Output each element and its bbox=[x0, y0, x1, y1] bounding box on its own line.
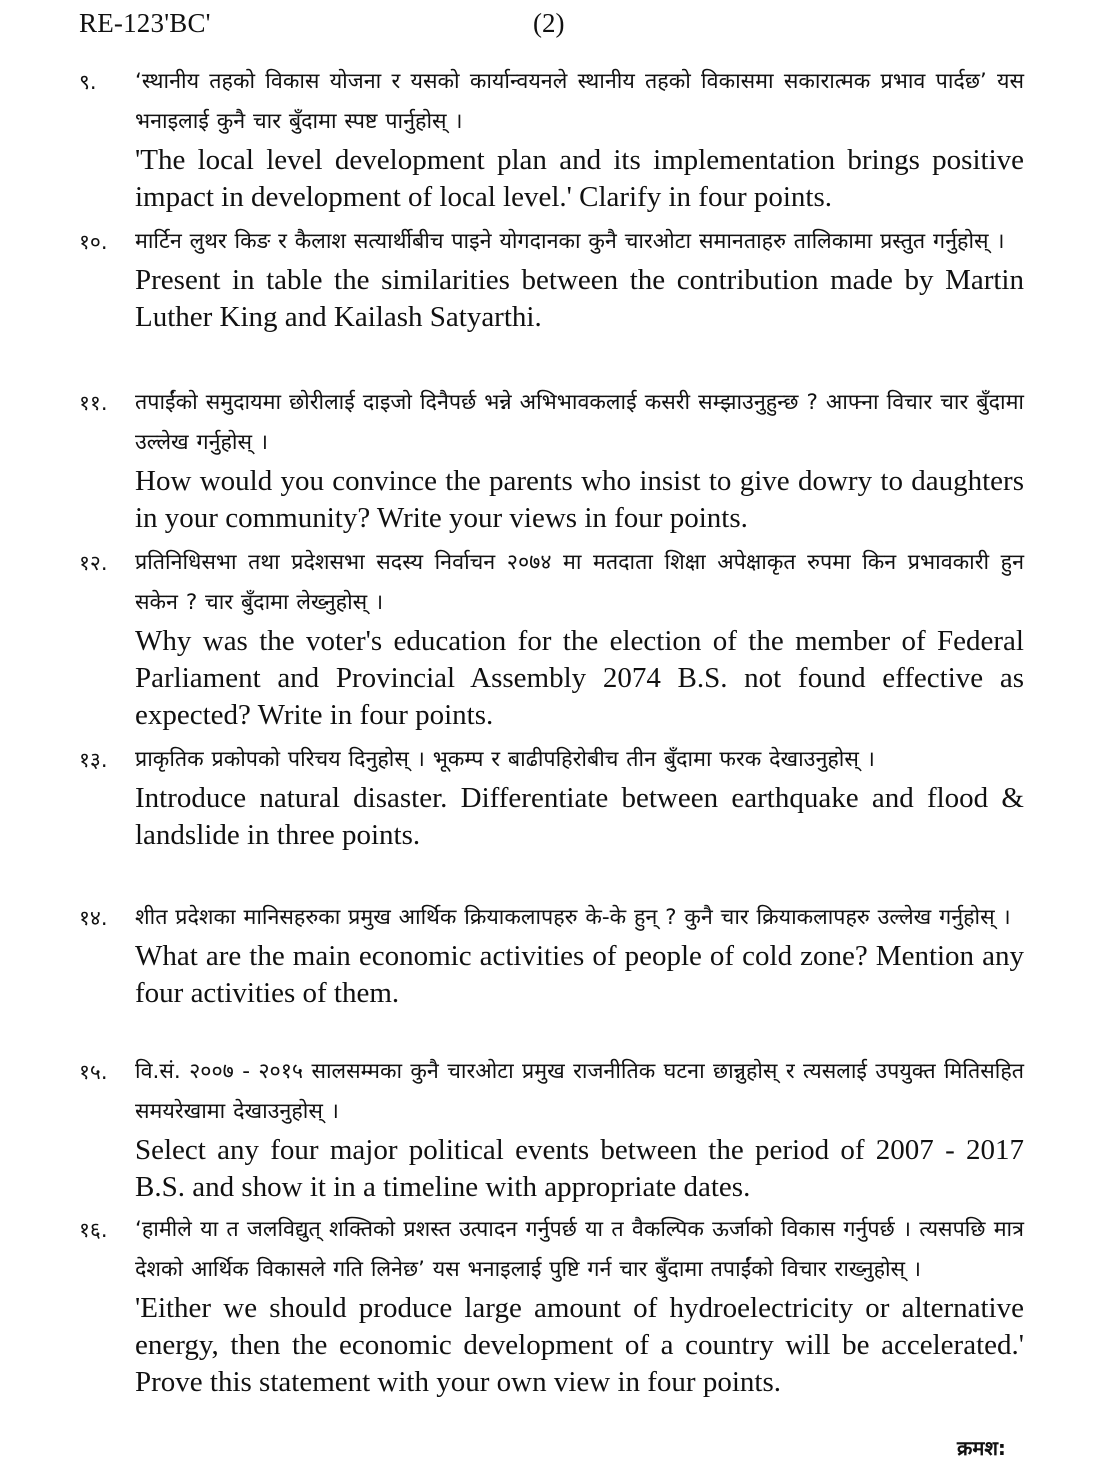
continued-label: क्रमश: bbox=[957, 1436, 1006, 1460]
question-text-nepali: ‘स्थानीय तहको विकास योजना र यसको कार्यान्वयनले स्थानीय तहको विकासमा सकारात्मक प्रभाव पार्दछ’ यस भनाइलाई कुनै चार बुँदामा स्पष्ट पार्नुहोस् । bbox=[135, 69, 1024, 134]
question-text-english: Why was the voter's education for the election of the member of Federal Parliament and Provincial Assembly 2074 B.S. not found effective as expected? Write in four points. bbox=[135, 625, 1024, 731]
question-text-nepali: शीत प्रदेशका मानिसहरुका प्रमुख आर्थिक क्रियाकलापहरु के-के हुन् ? कुनै चार क्रियाकलापहरु उल्लेख गर्नुहोस् । bbox=[135, 905, 1011, 930]
page-number: (2) bbox=[533, 8, 565, 38]
question-text-nepali: प्रतिनिधिसभा तथा प्रदेशसभा सदस्य निर्वाचन २०७४ मा मतदाता शिक्षा अपेक्षाकृत रुपमा किन प्रभावकारी हुन सकेन ? चार बुँदामा लेख्नुहोस् । bbox=[135, 550, 1024, 615]
question-number: ११. bbox=[79, 391, 108, 415]
question-text-nepali: मार्टिन लुथर किङ र कैलाश सत्यार्थीबीच पाइने योगदानका कुनै चारओटा समानताहरु तालिकामा प्रस्तुत गर्नुहोस् । bbox=[135, 229, 1005, 254]
question-text-nepali: तपाईंको समुदायमा छोरीलाई दाइजो दिनैपर्छ भन्ने अभिभावकलाई कसरी सम्झाउनुहुन्छ ? आफ्ना विचार चार बुँदामा उल्लेख गर्नुहोस् । bbox=[135, 390, 1024, 455]
question-number: १०. bbox=[79, 230, 108, 254]
question-number: १४. bbox=[79, 906, 108, 930]
paper-code: RE-123'BC' bbox=[79, 8, 211, 38]
question-text-nepali: वि.सं. २००७ - २०१५ सालसम्मका कुनै चारओटा प्रमुख राजनीतिक घटना छान्नुहोस् र त्यसलाई उपयुक्त मितिसहित समयरेखामा देखाउनुहोस् । bbox=[135, 1059, 1024, 1124]
question-text-english: Introduce natural disaster. Differentiate between earthquake and flood & landslide in three points. bbox=[135, 782, 1024, 851]
question-text-english: Select any four major political events between the period of 2007 - 2017 B.S. and show it in a timeline with appropriate dates. bbox=[135, 1134, 1024, 1203]
question-text-english: 'Either we should produce large amount of hydroelectricity or alternative energy, then the economic development of a country will be accelerated.' Prove this statement with your own view in four points. bbox=[135, 1292, 1024, 1398]
question-text-english: What are the main economic activities of people of cold zone? Mention any four activities of them. bbox=[135, 940, 1024, 1009]
question-text-english: Present in table the similarities between the contribution made by Martin Luther King and Kailash Satyarthi. bbox=[135, 264, 1024, 333]
question-text-nepali: प्राकृतिक प्रकोपको परिचय दिनुहोस् । भूकम्प र बाढीपहिरोबीच तीन बुँदामा फरक देखाउनुहोस् । bbox=[135, 747, 875, 772]
question-number: १३. bbox=[79, 748, 108, 772]
question-text-nepali: ‘हामीले या त जलविद्युत् शक्तिको प्रशस्त उत्पादन गर्नुपर्छ या त वैकल्पिक ऊर्जाको विकास गर्नुपर्छ । त्यसपछि मात्र देशको आर्थिक विकासले गति लिनेछ’ यस भनाइलाई पुष्टि गर्न चार बुँदामा तपाईंको विचार राख्नुहोस् । bbox=[135, 1217, 1024, 1282]
question-number: १२. bbox=[79, 551, 108, 575]
question-number: १५. bbox=[79, 1060, 108, 1084]
question-number: ९. bbox=[79, 70, 97, 94]
question-text-english: 'The local level development plan and its implementation brings positive impact in development of local level.' Clarify in four points. bbox=[135, 144, 1024, 213]
question-text-english: How would you convince the parents who insist to give dowry to daughters in your community? Write your views in four points. bbox=[135, 465, 1024, 534]
question-number: १६. bbox=[79, 1218, 108, 1242]
